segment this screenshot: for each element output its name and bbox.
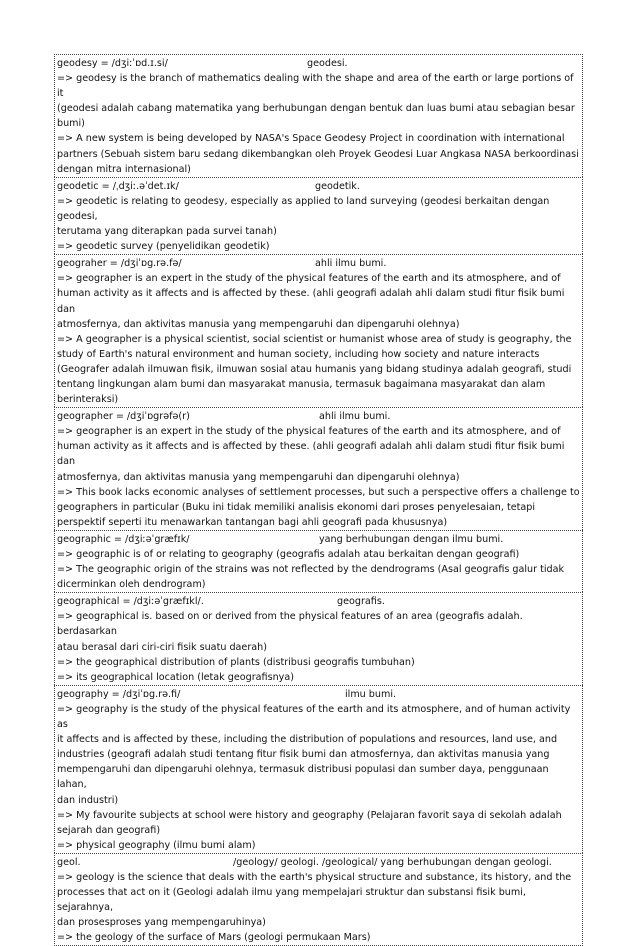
entry-term: geographical = /dʒiːəˈgræfɪkl/. [57, 596, 204, 608]
entry-line: => physical geography (ilmu bumi alam) [57, 839, 256, 851]
entry-line: dicerminkan oleh dendrogram) [57, 579, 206, 591]
entry-headline [57, 256, 580, 271]
entry-line: (Geografer adalah ilmuwan fisik, ilmuwan sosial atau humanis yang bidang studinya adalah geografi, studi [57, 363, 572, 375]
entry-meaning: /geology/ geologi. /geological/ yang berhubungan dengan geologi. [233, 856, 552, 868]
entry-line: terutama yang diterapkan pada survei tanah) [57, 226, 277, 238]
entry-line: => geography is the study of the physical features of the earth and its atmosphere, and of human activity as [57, 703, 571, 731]
entry-term: geodesy = /dʒiːˈɒd.ɪ.si/ [57, 58, 168, 69]
entry-line: geographers in particular (Buku ini tidak memiliki analisis ekonomi dari proses penyelesaian, tetapi [57, 501, 536, 513]
entry-line: => geographical is. based on or derived from the physical features of an area (geografis adalah. berdasarkan [57, 611, 523, 638]
entry-line: => geographer is an expert in the study of the physical features of the earth and its atmosphere, and of [57, 273, 561, 285]
entry-line: tentang lingkungan alam bumi dan masyarakat manusia, termasuk bagaimana masyarakat dan alam [57, 378, 546, 390]
dictionary-entries [54, 54, 583, 946]
entry-line: partners (Sebuah sistem baru sedang dikembangkan oleh Proyek Geodesi Luar Angkasa NASA berkoordinasi [57, 148, 579, 160]
entry-line: => My favourite subjects at school were history and geography (Pelajaran favorit saya di sekolah adalah [57, 809, 562, 821]
dictionary-entry [54, 530, 583, 592]
entry-line: sejarah dan geografi) [57, 824, 161, 836]
entry-line: bumi) [57, 118, 85, 130]
entry-line: it affects and is affected by these, including the distribution of populations and resources, land use, and [57, 734, 558, 746]
entry-term: geographic = /dʒiːəˈgræfɪk/ [57, 533, 190, 545]
entry-headline [57, 594, 580, 609]
entry-line: => its geographical location (letak geografisnya) [57, 671, 294, 683]
entry-term: geodetic = /ˌdʒiː.əˈdet.ɪk/ [57, 180, 179, 192]
entry-headline [57, 532, 580, 547]
entry-headline [57, 179, 580, 194]
entry-meaning: geografis. [337, 596, 385, 608]
entry-line: perspektif seperti itu menawarkan tantangan bagi ahli geografi pada khususnya) [57, 516, 448, 528]
entry-line: => geodetic is relating to geodesy, especially as applied to land surveying (geodesi berkaitan dengan geodesi, [57, 195, 550, 222]
entry-line: atmosfernya, dan aktivitas manusia yang mempengaruhi dan dipengaruhi olehnya) [57, 471, 460, 483]
entry-line: atmosfernya, dan aktivitas manusia yang mempengaruhi dan dipengaruhi olehnya) [57, 318, 460, 330]
entry-line: industries (geografi adalah studi tentang fitur fisik bumi dan atmosfernya, dan aktivitas manusia yang [57, 749, 550, 761]
entry-line: berinteraksi) [57, 394, 119, 406]
entry-headline [57, 855, 580, 870]
entry-term: geograher = /dʒiˈɒg.rə.fə/ [57, 258, 182, 270]
dictionary-entry [54, 54, 583, 177]
entry-line: => the geology of the surface of Mars (geologi permukaan Mars) [57, 932, 371, 944]
entry-meaning: yang berhubungan dengan ilmu bumi. [319, 533, 504, 545]
entry-term: geography = /dʒiˈɒg.rə.fi/ [57, 688, 181, 700]
dictionary-entry [54, 254, 583, 407]
entry-line: => The geographic origin of the strains was not reflected by the dendrograms (Asal geografis galur tidak [57, 564, 565, 576]
entry-line: => the geographical distribution of plants (distribusi geografis tumbuhan) [57, 656, 415, 668]
entry-meaning: ilmu bumi. [345, 688, 397, 700]
entry-line: => A new system is being developed by NASA's Space Geodesy Project in coordination with international [57, 133, 565, 145]
entry-line: human activity as it affects and is affected by these. (ahli geografi adalah ahli dalam studi fitur fisik bumi dan [57, 288, 565, 315]
entry-line: dan prosesproses yang mempengaruhinya) [57, 917, 266, 929]
entry-line: => geographic is of or relating to geography (geografis adalah atau berkaitan dengan geografi) [57, 549, 520, 560]
dictionary-entry [54, 853, 583, 946]
entry-line: => geographer is an expert in the study of the physical features of the earth and its atmosphere, and of [57, 426, 561, 438]
entry-line: => geodetic survey (penyelidikan geodetik) [57, 241, 270, 253]
dictionary-entry [54, 407, 583, 530]
entry-meaning: ahli ilmu bumi. [319, 411, 391, 423]
entry-line: dan industri) [57, 794, 119, 806]
entry-line: processes that act on it (Geologi adalah ilmu yang mempelajari struktur dan substansi fisik bumi, sejarahnya, [57, 887, 526, 914]
entry-meaning: geodesi. [307, 58, 348, 69]
entry-meaning: geodetik. [315, 180, 360, 192]
dictionary-entry [54, 685, 583, 853]
entry-line: study of Earth's natural environment and human society, including how society and nature interacts [57, 348, 540, 360]
entry-headline [57, 409, 580, 424]
dictionary-entry [54, 177, 583, 254]
entry-line: => This book lacks economic analyses of settlement processes, but such a perspective offers a challenge to [57, 486, 580, 498]
entry-line: mempengaruhi dan dipengaruhi olehnya, termasuk distribusi populasi dan sumber daya, penggunaan lahan, [57, 764, 549, 791]
entry-line: (geodesi adalah cabang matematika yang berhubungan dengan bentuk dan luas bumi atau sebagian besar [57, 103, 575, 115]
entry-term: geol. [57, 856, 81, 868]
entry-meaning: ahli ilmu bumi. [315, 258, 387, 270]
dictionary-entry [54, 592, 583, 685]
entry-term: geographer = /dʒiˈɒgrəfə(r) [57, 411, 190, 423]
entry-line: => geodesy is the branch of mathematics dealing with the shape and area of the earth or large portions of it [57, 73, 574, 100]
entry-line: => A geographer is a physical scientist, social scientist or humanist whose area of study is geography, the [57, 333, 572, 345]
entry-headline [57, 56, 580, 71]
entry-line: dengan mitra internasional) [57, 163, 191, 175]
entry-line: => geology is the science that deals with the earth's physical structure and substance, its history, and the [57, 871, 572, 883]
entry-line: human activity as it affects and is affected by these. (ahli geografi adalah ahli dalam studi fitur fisik bumi dan [57, 441, 565, 468]
entry-line: atau berasal dari ciri-ciri fisik suatu daerah) [57, 641, 267, 653]
entry-headline [57, 687, 580, 702]
